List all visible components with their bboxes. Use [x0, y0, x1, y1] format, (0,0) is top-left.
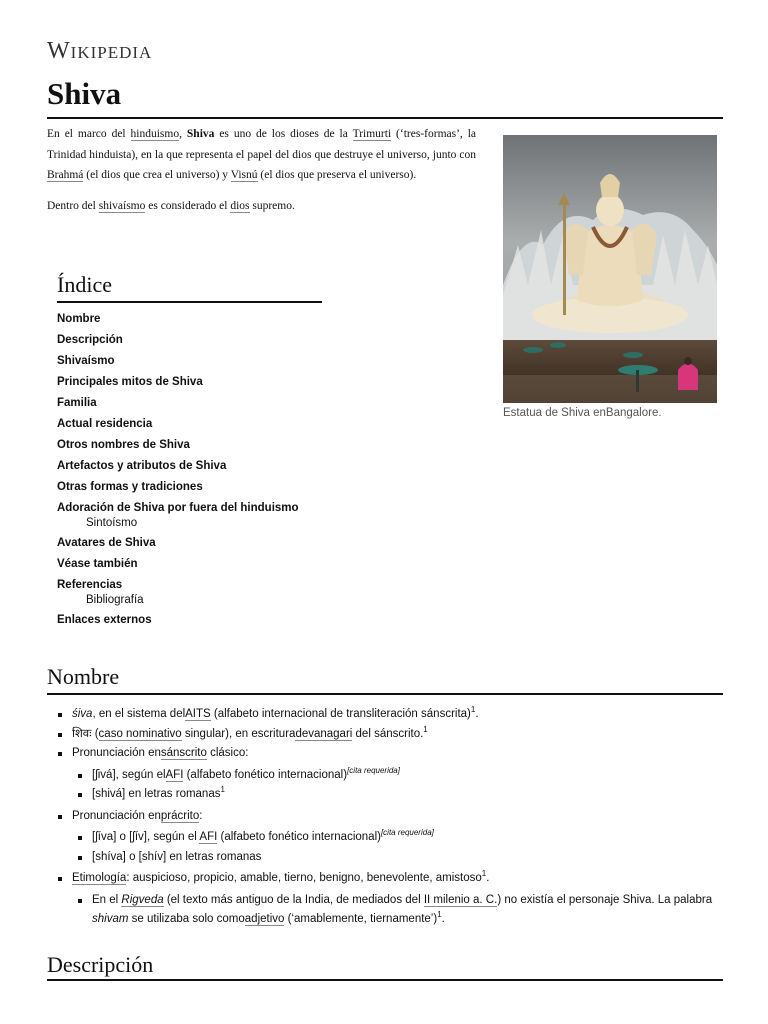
article-link[interactable]: AITS [185, 708, 211, 720]
section-heading-nombre: Nombre [47, 664, 120, 689]
table-of-contents [57, 272, 327, 631]
text-run: [shivá] en letras romanas [92, 788, 221, 800]
article-link[interactable]: prácrito [160, 809, 200, 822]
list-item [57, 807, 723, 868]
reference-link[interactable]: 1 [481, 869, 487, 879]
text-run: En el [92, 893, 122, 906]
nested-list-item [77, 785, 723, 805]
shiva-statue-image[interactable] [503, 135, 717, 403]
text-run: En el marco del [47, 128, 131, 140]
text-run: es uno de los dioses de la [214, 128, 353, 140]
article-link[interactable]: shivaísmo [98, 199, 146, 212]
toc-item-label[interactable]: Véase también [57, 558, 138, 570]
toc-item-label[interactable]: Artefactos y atributos de Shiva [57, 460, 227, 472]
nested-list [77, 828, 723, 867]
text-run: singular), en escritura [181, 727, 296, 740]
toc-item-label[interactable]: Shivaísmo [57, 355, 115, 367]
wikipedia-logo[interactable]: Wikipedia [47, 38, 153, 64]
toc-item-label[interactable]: Actual residencia [57, 418, 153, 430]
toc-item[interactable] [57, 414, 327, 435]
article-link[interactable]: AFI [199, 831, 218, 843]
text-run: (alfabeto fonético internacional) [217, 831, 381, 843]
toc-item[interactable] [57, 610, 327, 631]
toc-item[interactable] [57, 554, 327, 575]
article-link[interactable]: Brahmá [47, 169, 84, 181]
toc-item[interactable] [57, 309, 327, 330]
text-run: se utilizaba solo como [128, 913, 245, 925]
text-run: clásico: [206, 747, 249, 759]
text-run: शिवः ( [72, 727, 99, 740]
article-link[interactable]: Visnú [230, 169, 258, 181]
toc-item[interactable] [57, 477, 327, 498]
article-link[interactable]: Rigveda [121, 893, 164, 906]
text-run: (el dios que crea el universo) y [83, 169, 231, 181]
text-run: (alfabeto fonético internacional) [183, 768, 348, 781]
toc-item-label[interactable]: Otros nombres de Shiva [57, 439, 190, 451]
figure-shiva-statue [503, 135, 717, 419]
text-run: [ʃíva] o [ʃív], según el [92, 831, 200, 843]
toc-item-label[interactable]: Referencias [57, 579, 123, 591]
toc-subitem[interactable]: Sintoísmo [86, 517, 138, 529]
toc-item-label[interactable]: Familia [57, 397, 97, 409]
toc-title: Índice [57, 272, 322, 303]
reference-link[interactable]: 1 [220, 785, 225, 795]
text-run: : [199, 809, 203, 822]
toc-item-label[interactable]: Nombre [57, 313, 101, 325]
text-run: . [486, 872, 490, 884]
text-run: del sánscrito. [352, 727, 424, 740]
article-link[interactable]: hinduismo [130, 128, 180, 140]
article-link[interactable]: AFI [165, 768, 184, 781]
text-run: , en el sistema del [92, 708, 186, 720]
intro-paragraph-2 [47, 196, 476, 217]
citation-needed-link[interactable]: [cita requerida] [380, 828, 434, 838]
section-heading-descripcion: Descripción [47, 952, 154, 977]
toc-sublist [86, 592, 327, 609]
text-run: . [441, 913, 445, 925]
toc-item-label[interactable]: Adoración de Shiva por fuera del hinduismo [57, 502, 299, 514]
toc-item[interactable] [57, 435, 327, 456]
list-item [57, 869, 723, 930]
text-run: (‘tres-formas’, la Trinidad hinduista), en la que representa el papel del dios que destruye el universo, junto con [47, 128, 477, 161]
list-item [57, 744, 723, 805]
citation-needed-link[interactable]: [cita requerida] [347, 765, 400, 775]
reference-link[interactable]: 1 [437, 910, 442, 920]
toc-item[interactable] [57, 330, 327, 351]
nested-list-item [77, 766, 723, 786]
text-run: , [179, 128, 187, 140]
toc-item[interactable] [57, 456, 327, 477]
toc-item[interactable] [57, 533, 327, 554]
toc-item-label[interactable]: Descripción [57, 334, 123, 346]
article-link[interactable]: sánscrito [160, 747, 207, 759]
toc-subitem[interactable]: Bibliografía [86, 594, 144, 606]
text-run: (alfabeto internacional de transliteración sánscrita) [210, 708, 471, 720]
toc-item[interactable] [57, 372, 327, 393]
article-link[interactable]: adjetivo [244, 913, 285, 925]
bold-term: Shiva [186, 128, 215, 140]
list-item [57, 705, 723, 725]
reference-link[interactable]: 1 [470, 705, 476, 715]
toc-item-label[interactable]: Principales mitos de Shiva [57, 376, 203, 388]
text-run: supremo. [249, 199, 295, 212]
list-item [57, 725, 723, 745]
reference-link[interactable]: 1 [423, 724, 428, 734]
text-run: (‘amablemente, tiernamente’) [284, 913, 438, 925]
nested-list-item [77, 848, 723, 868]
toc-item[interactable] [57, 393, 327, 414]
text-run: Dentro del [47, 199, 99, 212]
article-link[interactable]: dios [230, 199, 250, 212]
text-run: (el dios que preserva el universo). [257, 169, 417, 181]
nested-list [77, 766, 723, 805]
nested-list [77, 891, 723, 930]
nested-list-item [77, 828, 723, 848]
text-run: . [475, 708, 479, 720]
text-run: ) no existía el personaje Shiva. La palabra [497, 893, 713, 906]
section-rule-descripcion [47, 979, 723, 981]
intro-paragraph-1 [47, 124, 476, 186]
text-run: Pronunciación en [72, 809, 161, 822]
toc-item[interactable] [57, 498, 327, 532]
toc-item-label[interactable]: Enlaces externos [57, 614, 152, 626]
article-link[interactable]: Trimurti [352, 128, 392, 140]
nested-list-item [77, 891, 723, 930]
toc-item-label[interactable]: Avatares de Shiva [57, 537, 156, 549]
text-run: [shíva] o [shív] en letras romanas [92, 850, 262, 863]
page-title: Shiva [47, 76, 122, 111]
text-run: śiva [72, 708, 93, 720]
nombre-list [57, 705, 723, 932]
title-rule [47, 117, 723, 119]
toc-sublist [86, 515, 327, 532]
section-rule-nombre [47, 693, 723, 695]
article-link[interactable]: II milenio a. C. [423, 893, 498, 906]
text-run: : auspicioso, propicio, amable, tierno, benigno, benevolente, amistoso [126, 872, 482, 884]
toc-list [57, 309, 327, 631]
article-link[interactable]: caso nominativo [98, 727, 182, 740]
figure-caption: Estatua de Shiva enBangalore. [503, 407, 662, 419]
toc-item[interactable] [57, 351, 327, 372]
text-run: Pronunciación en [72, 747, 161, 759]
text-run: [ʃivá], según el [92, 768, 166, 781]
text-run: shivam [92, 913, 129, 925]
article-link[interactable]: Etimología [72, 872, 127, 884]
text-run: (el texto más antiguo de la India, de mediados del [163, 893, 424, 906]
toc-item[interactable] [57, 575, 327, 609]
toc-item-label[interactable]: Otras formas y tradiciones [57, 481, 203, 493]
intro-text [47, 124, 476, 226]
article-link[interactable]: devanagari [295, 727, 353, 740]
text-run: es considerado el [145, 199, 231, 212]
